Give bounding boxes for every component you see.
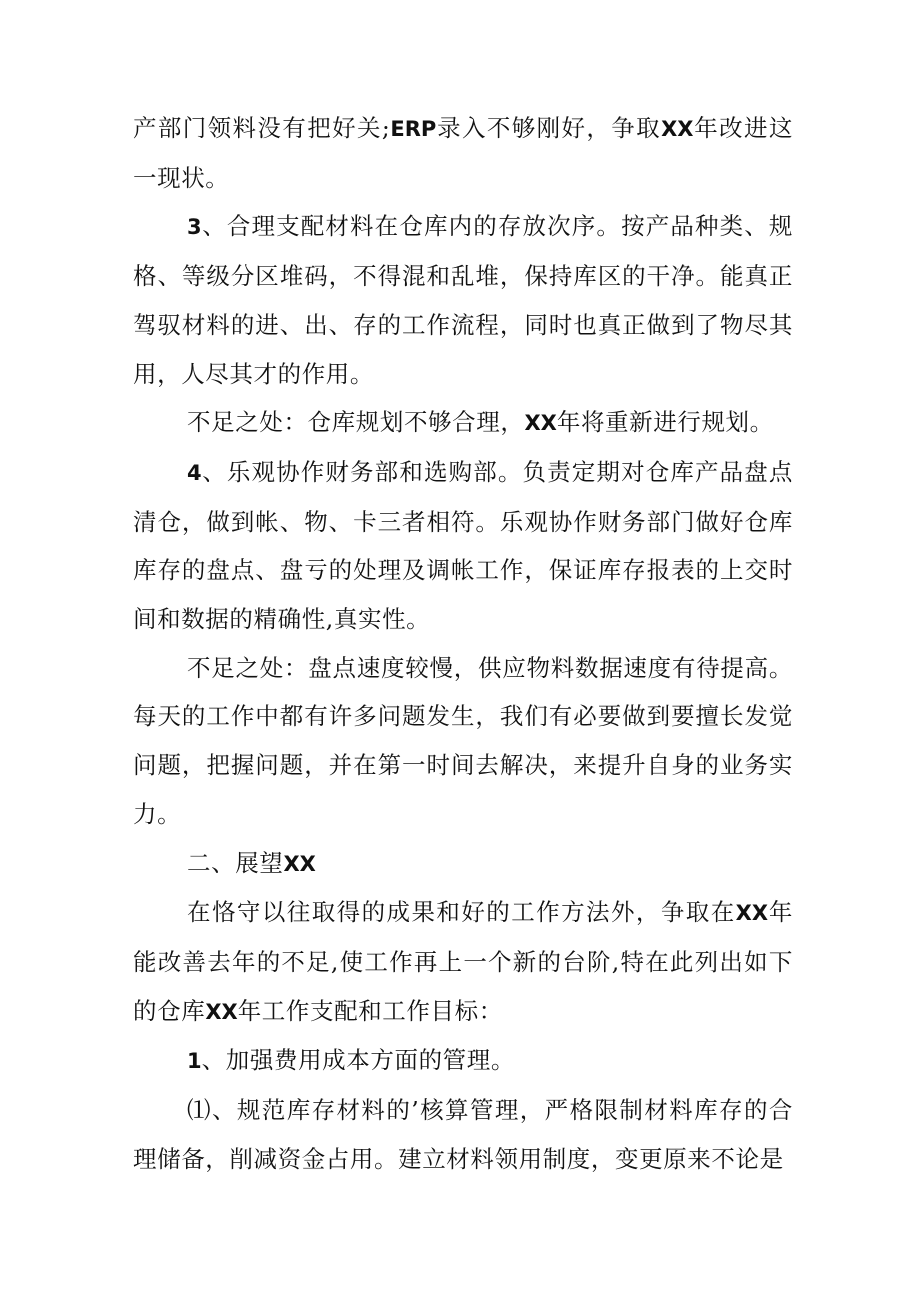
latin-text-segment: 4 [187, 460, 202, 485]
text-segment: 年将重新进行规划。 [556, 408, 774, 437]
text-segment: 、合理支配材料在仓库内的存放次序。按产品种类、规格、等级分区堆码，不得混和乱堆，保持库区的干净。能真正驾驭材料的进、出、存的工作流程，同时也真正做到了物尽其用，人尽其才的作用。 [133, 212, 793, 388]
text-segment: 、加强费用成本方面的管理。 [201, 1046, 515, 1075]
text-segment: 不足之处：仓库规划不够合理， [187, 408, 525, 437]
latin-text-segment: XX [205, 999, 238, 1024]
section-heading-outlook [133, 839, 793, 889]
paragraph-outlook-intro [133, 888, 793, 1036]
list-item-cost-management [133, 1036, 793, 1086]
text-segment: 、乐观协作财务部和选购部。负责定期对仓库产品盘点清仓，做到帐、物、卡三者相符。乐观协作财务部门做好仓库库存的盘点、盘亏的处理及调帐工作，保证库存报表的上交时间和数据的精确性,真实性。 [133, 457, 793, 634]
latin-text-segment: XX [661, 117, 694, 141]
text-segment: 在恪守以往取得的成果和好的工作方法外，争取在 [187, 898, 736, 927]
latin-text-segment: 1 [187, 1049, 202, 1074]
paragraph-requisition-status [133, 104, 793, 202]
latin-text-segment: XX [283, 851, 316, 876]
text-segment: 不足之处：盘点速度较慢，供应物料数据速度有待提高。每天的工作中都有许多问题发生，我们有必要做到要擅长发觉问题，把握问题，并在第一时间去解决，来提升自身的业务实力。 [133, 653, 793, 828]
paragraph-finance-cooperation [133, 448, 793, 644]
text-segment: 年能改善去年的不足,使工作再上一个新的台阶,特在此列出如下的仓库 [133, 898, 793, 1025]
text-segment: 产部门领料没有把好关; [133, 114, 391, 142]
text-segment: 二、展望 [187, 848, 284, 877]
text-segment: 录入不够刚好，争取 [436, 114, 662, 142]
latin-text-segment: XX [524, 411, 557, 436]
text-segment: 年改进这一现状。 [133, 114, 793, 192]
text-segment: ⑴、规范库存材料的’核算管理，严格限制材料库存的合理储备，削减资金占用。建立材料领用制度，变更原来不论是 [133, 1096, 793, 1173]
text-segment: 年工作支配和工作目标： [237, 996, 503, 1025]
latin-text-segment: XX [735, 901, 769, 926]
list-subitem-inventory-accounting [133, 1086, 793, 1183]
latin-text-segment: ERP [390, 117, 437, 141]
paragraph-deficiency-planning [133, 398, 793, 448]
paragraph-deficiency-inventory [133, 644, 793, 839]
latin-text-segment: 3 [187, 215, 202, 240]
document-body [133, 104, 793, 1183]
paragraph-storage-order [133, 202, 793, 398]
